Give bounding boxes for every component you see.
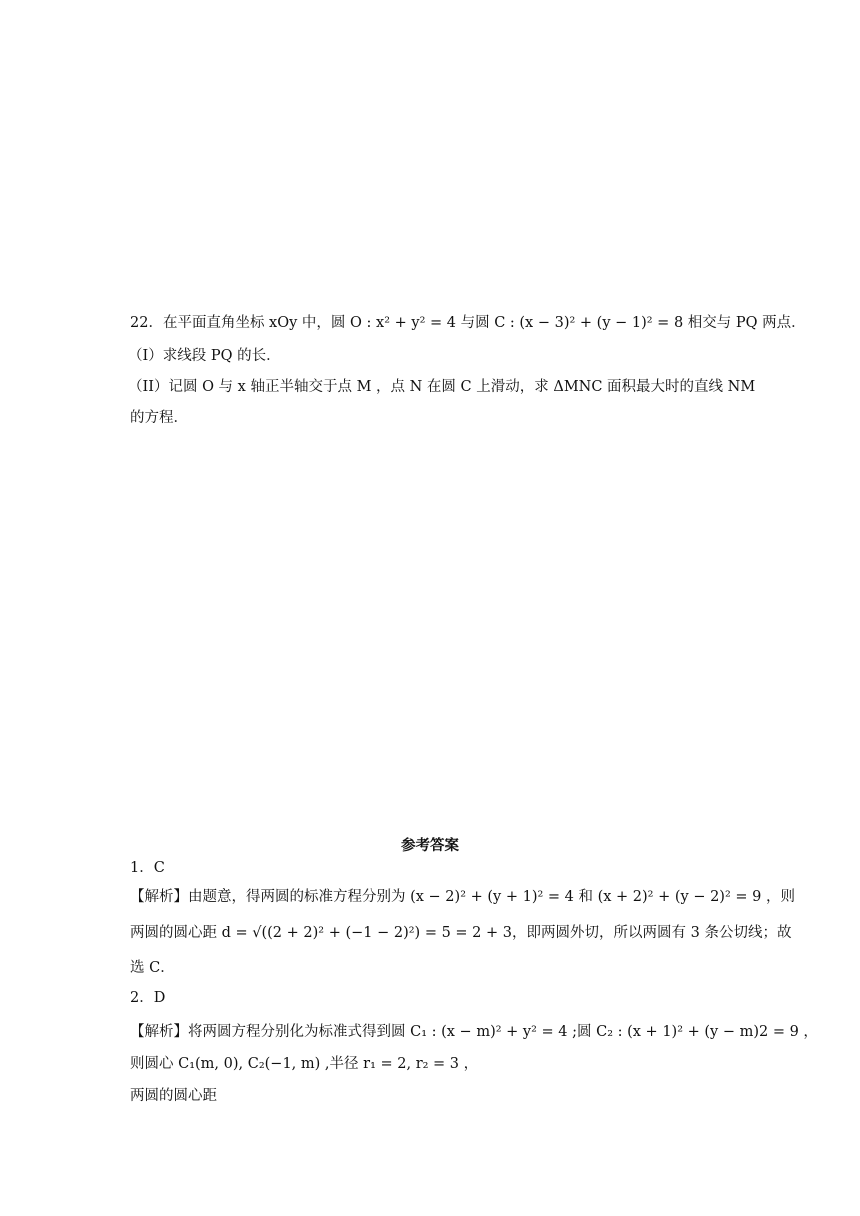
answers-heading: 参考答案 [401,837,459,854]
question-22-part-2: （II）记圆 O 与 x 轴正半轴交于点 M ，点 N 在圆 C 上滑动，求 ΔMNC 面积最大时的直线 NM [128,379,756,395]
question-22-part-1: （I）求线段 PQ 的长． [128,348,281,364]
answer-2-analysis-line-3: 两圆的圆心距 [130,1088,217,1104]
answer-1-label: 1．C [130,860,165,876]
answer-1-analysis-line-1: 【解析】由题意，得两圆的标准方程分别为 (x − 2)² + (y + 1)² = 4 和 (x + 2)² + (y − 2)² = 9 ，则 [130,889,795,905]
answer-2-analysis-line-2: 则圆心 C₁(m, 0), C₂(−1, m) ,半径 r₁ = 2, r₂ = 3 ， [130,1056,479,1072]
answer-2-label: 2．D [130,990,166,1006]
question-22-part-2-cont: 的方程． [130,410,188,426]
answer-1-analysis-line-2: 两圆的圆心距 d = √((2 + 2)² + (−1 − 2)²) = 5 = 2 + 3，即两圆外切，所以两圆有 3 条公切线；故 [130,925,792,941]
answer-1-analysis-line-3: 选 C． [130,960,175,976]
question-22-statement: 22．在平面直角坐标 xOy 中，圆 O : x² + y² = 4 与圆 C : (x − 3)² + (y − 1)² = 8 相交与 PQ 两点． [130,315,806,331]
answer-2-analysis-line-1: 【解析】将两圆方程分别化为标准式得到圆 C₁ : (x − m)² + y² = 4 ;圆 C₂ : (x + 1)² + (y − m)2 = 9 ， [130,1024,818,1040]
